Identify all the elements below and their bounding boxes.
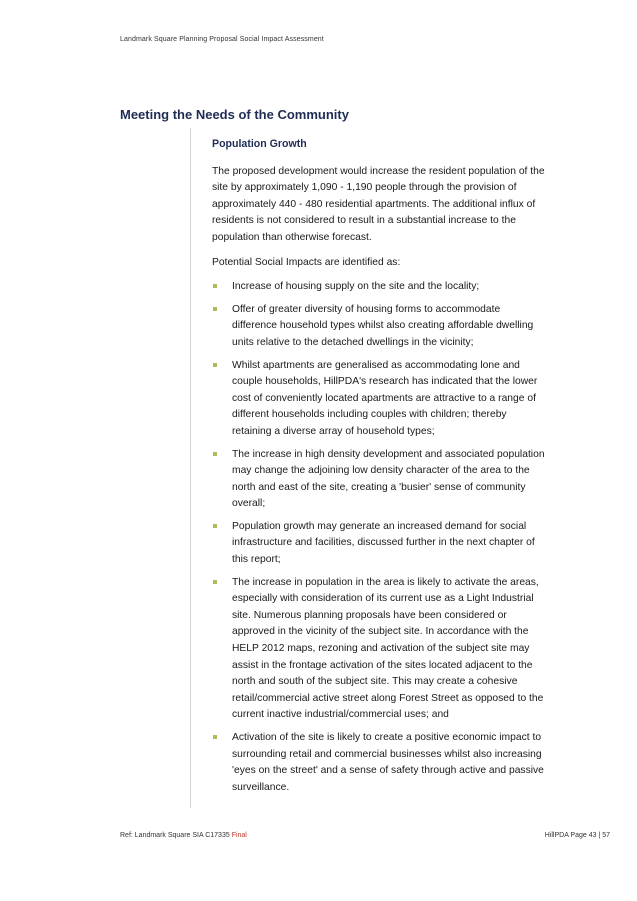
section-title: Meeting the Needs of the Community xyxy=(120,107,349,122)
list-item xyxy=(212,279,548,296)
footer-reference xyxy=(120,832,247,839)
bullet-square-icon xyxy=(213,580,217,584)
running-header: Landmark Square Planning Proposal Social Impact Assessment xyxy=(120,36,324,43)
intro-paragraph: The proposed development would increase the resident population of the site by approximately 1,090 - 1,190 people through the provision of approximately 440 - 480 residential apartments. The additional influx of residents is not considered to result in a substantial increase to the population than otherwise forecast. xyxy=(212,165,545,243)
list-item xyxy=(212,447,548,513)
impacts-intro: Potential Social Impacts are identified as: xyxy=(212,256,401,268)
list-item xyxy=(212,358,548,441)
bullet-square-icon xyxy=(213,284,217,288)
list-item-text: Offer of greater diversity of housing forms to accommodate difference household types whilst also creating affordable dwelling units relative to the detached dwellings in the vicinity; xyxy=(232,303,534,348)
bullet-square-icon xyxy=(213,735,217,739)
subheading: Population Growth xyxy=(212,138,307,150)
list-item xyxy=(212,519,548,569)
bullet-square-icon xyxy=(213,307,217,311)
list-item-text: Population growth may generate an increased demand for social infrastructure and facilities, discussed further in the next chapter of this report; xyxy=(232,520,535,566)
bullet-square-icon xyxy=(213,363,217,367)
impacts-list xyxy=(212,279,548,796)
list-item xyxy=(212,575,548,724)
list-item xyxy=(212,730,548,796)
bullet-square-icon xyxy=(213,452,217,456)
list-item-text: Whilst apartments are generalised as accommodating lone and couple households, HillPDA's research has indicated that the lower cost of conveniently located apartments are attractive to a range of different households including couples with children; thereby retaining a diverse array of household types; xyxy=(232,359,538,437)
list-item-text: Activation of the site is likely to create a positive economic impact to surrounding retail and commercial businesses whilst also increasing 'eyes on the street' and a sense of safety through active and passive surveillance. xyxy=(232,732,544,793)
main-content xyxy=(212,136,548,802)
list-item-text: Increase of housing supply on the site and the locality; xyxy=(232,281,480,293)
list-item-text: The increase in high density development and associated population may change the adjoining low density character of the area to the north and east of the site, creating a 'busier' sense of community overall; xyxy=(232,448,545,510)
footer-status: Final xyxy=(231,832,247,839)
footer-ref-text: Ref: Landmark Square SIA C17335 xyxy=(120,832,232,839)
vertical-divider xyxy=(190,128,191,808)
footer-page-number: HillPDA Page 43 | 57 xyxy=(544,832,610,839)
bullet-square-icon xyxy=(213,524,217,528)
list-item xyxy=(212,302,548,352)
list-item-text: The increase in population in the area is likely to activate the areas, especially with consideration of its current use as a Light Industrial site. Numerous planning proposals have been considered or approved in the vicinity of the subject site. In accordance with the HELP 2012 maps, rezoning and activation of the subject site may assist in the frontage activation of the sites located adjacent to the north and south of the subject site. This may create a cohesive retail/commercial active street along Forest Street as opposed to the current inactive industrial/commercial uses; and xyxy=(232,576,544,721)
